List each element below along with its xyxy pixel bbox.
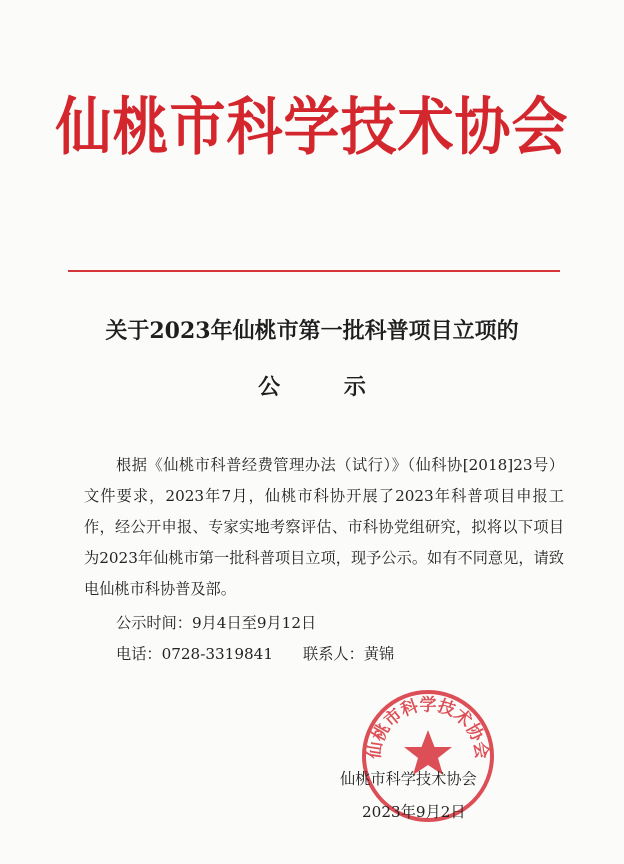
- notice-title-line1: 关于2023年仙桃市第一批科普项目立项的: [105, 318, 519, 344]
- notice-title-line2: 公 示: [258, 374, 394, 400]
- signature-date: 2023年9月2日: [362, 803, 466, 821]
- red-divider-line: [68, 270, 560, 272]
- contact-person-text: 联系人：黄锦: [303, 645, 395, 663]
- notice-body-paragraph: 根据《仙桃市科普经费管理办法（试行）》（仙科协[2018]23号）文件要求，2023年7月，仙桃市科协开展了2023年科普项目申报工作，经公开申报、专家实地考察评估、市科协党组研究，拟将以下项目为2023年仙桃市第一批科普项目立项，现予公示。如有不同意见，请致电仙桃市科协普及部。: [84, 456, 564, 598]
- notice-time-line: 公示时间：9月4日至9月12日: [116, 614, 317, 632]
- contact-line: [116, 643, 394, 664]
- seal-arc-text: 仙桃市科学技术协会: [364, 695, 492, 761]
- org-header-title: 仙桃市科学技术协会: [55, 90, 569, 165]
- signature-org: 仙桃市科学技术协会: [340, 770, 477, 788]
- phone-text: 电话：0728-3319841: [116, 645, 273, 663]
